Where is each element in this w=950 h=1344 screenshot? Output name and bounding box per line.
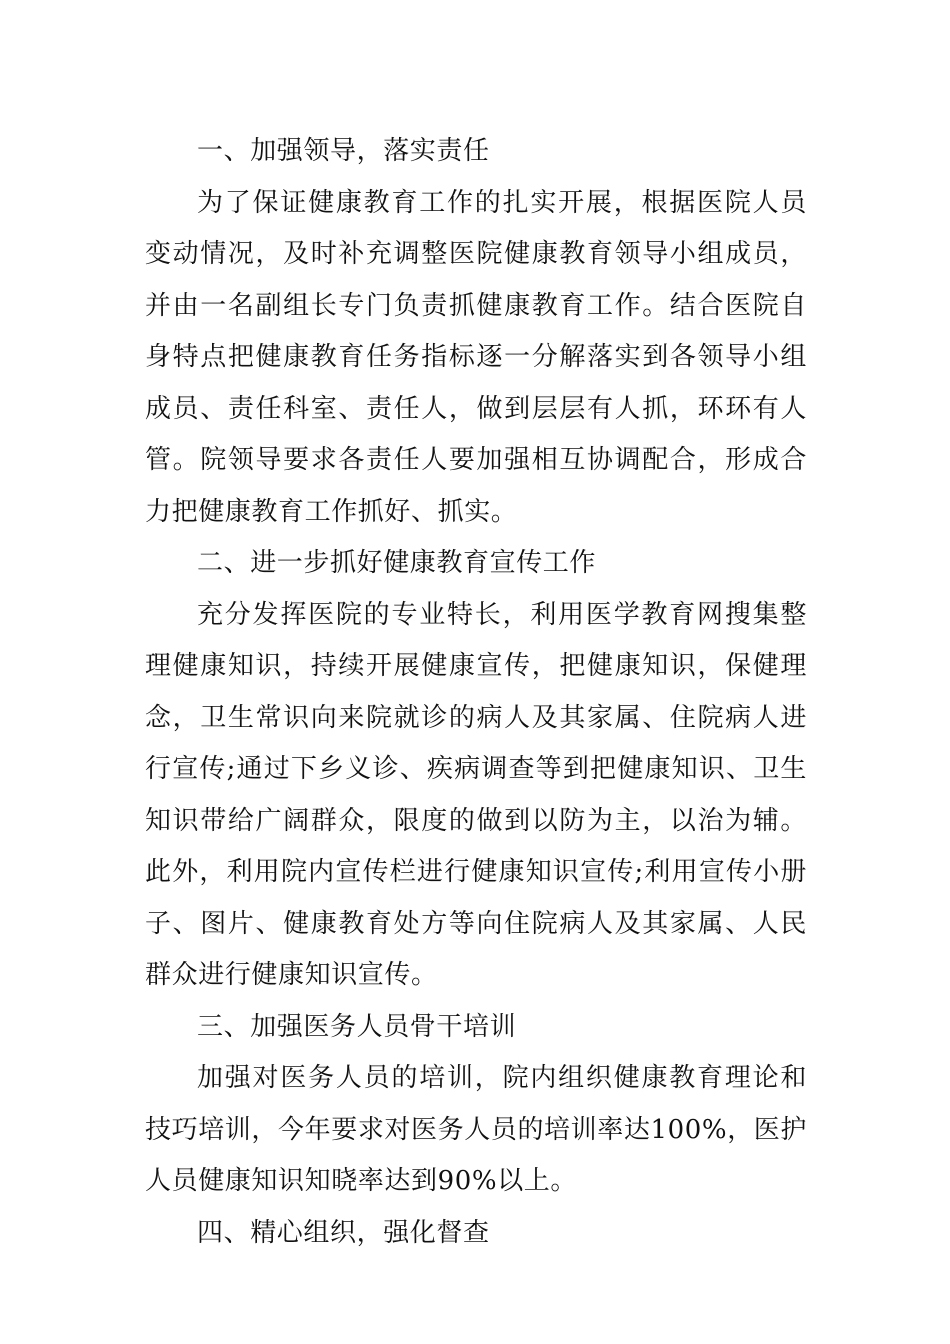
document-body bbox=[145, 126, 807, 1259]
section-paragraph-2: 充分发挥医院的专业特长，利用医学教育网搜集整理健康知识，持续开展健康宣传，把健康知识，保健理念，卫生常识向来院就诊的病人及其家属、住院病人进行宣传;通过下乡义诊、疾病调查等到把健康知识、卫生知识带给广阔群众，限度的做到以防为主，以治为辅。此外，利用院内宣传栏进行健康知识宣传;利用宣传小册子、图片、健康教育处方等向住院病人及其家属、人民群众进行健康知识宣传。 bbox=[145, 599, 807, 990]
section-heading-2: 二、进一步抓好健康教育宣传工作 bbox=[197, 548, 597, 578]
section-heading-1: 一、加强领导，落实责任 bbox=[197, 136, 490, 166]
section-heading-3: 三、加强医务人员骨干培训 bbox=[197, 1011, 517, 1042]
section-paragraph-1: 为了保证健康教育工作的扎实开展，根据医院人员变动情况，及时补充调整医院健康教育领导小组成员，并由一名副组长专门负责抓健康教育工作。结合医院自身特点把健康教育任务指标逐一分解落实到各领导小组成员、责任科室、责任人，做到层层有人抓，环环有人管。院领导要求各责任人要加强相互协调配合，形成合力把健康教育工作抓好、抓实。 bbox=[145, 187, 807, 527]
section-paragraph-3: 加强对医务人员的培训，院内组织健康教育理论和技巧培训，今年要求对医务人员的培训率达100%，医护人员健康知识知晓率达到90%以上。 bbox=[145, 1063, 807, 1196]
section-heading-4: 四、精心组织，强化督查 bbox=[197, 1217, 490, 1248]
